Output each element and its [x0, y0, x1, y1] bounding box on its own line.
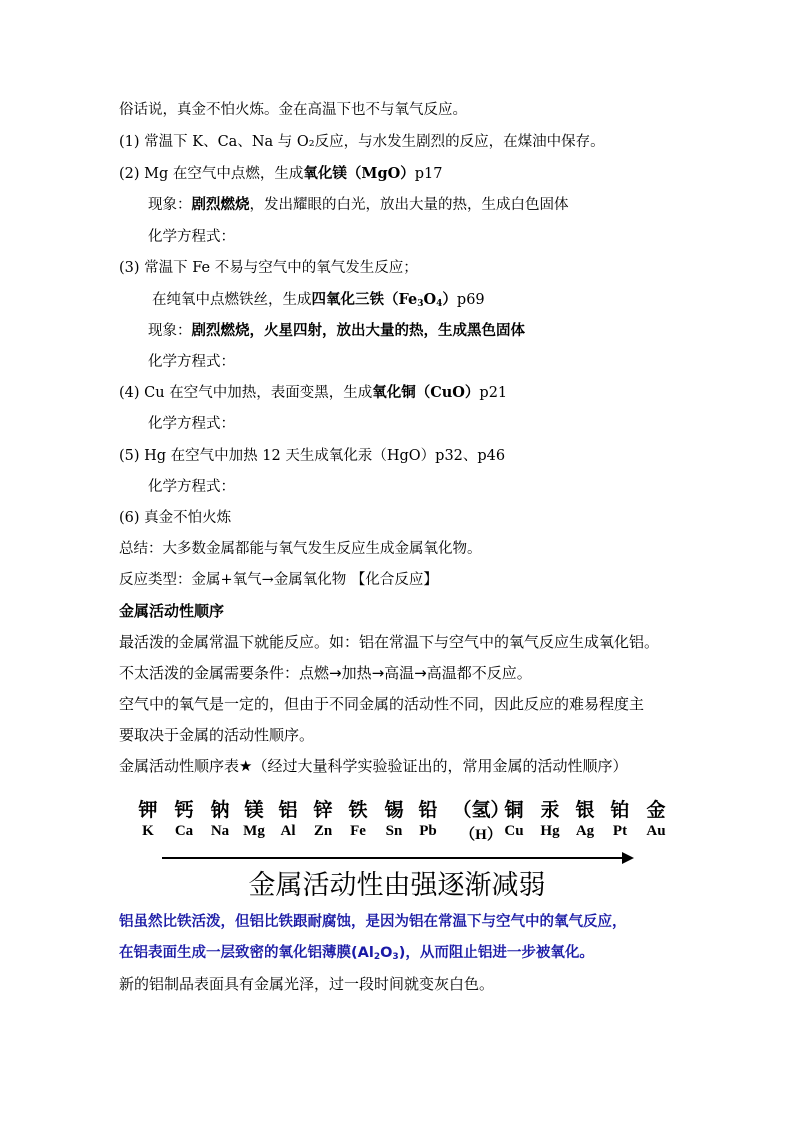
- paragraph-1: 最活泼的金属常温下就能反应。如：铝在常温下与空气中的氧气反应生成氧化铝。: [119, 633, 660, 651]
- item-3-product-sub2: 4: [436, 299, 443, 309]
- item-2-prefix: (2) Mg 在空气中点燃，生成: [119, 166, 304, 182]
- item-4-prefix: (4) Cu 在空气中加热，表面变黑，生成: [119, 385, 373, 401]
- paragraph-3a: 空气中的氧气是一定的，但由于不同金属的活动性不同，因此反应的难易程度主: [119, 695, 645, 713]
- final-text: 新的铝制品表面具有金属光泽，过一段时间就变灰白色。: [119, 975, 495, 993]
- metal-cn-hg: 汞: [540, 799, 560, 821]
- item-4-product: 氧化铜（CuO）: [372, 384, 480, 401]
- metal-cn-pb: 铅: [418, 799, 438, 821]
- metal-sym-al: Al: [280, 823, 296, 839]
- metal-sym-na: Na: [210, 823, 230, 839]
- metal-sym-ca: Ca: [174, 823, 194, 839]
- metal-sym-k: K: [142, 823, 154, 839]
- intro-text: 俗话说，真金不怕火炼。金在高温下也不与氧气反应。: [119, 102, 467, 118]
- metal-sym-zn: Zn: [313, 823, 333, 839]
- summary-text: 总结：大多数金属都能与氧气发生反应生成金属氧化物。: [119, 541, 482, 557]
- item-6: (6) 真金不怕火炼: [119, 510, 232, 526]
- metal-cn-zn: 锌: [313, 799, 333, 821]
- item-2-phenomenon-bold: 剧烈燃烧: [191, 196, 250, 213]
- item-3-page: p69: [456, 292, 485, 308]
- metal-cn-au: 金: [646, 799, 666, 821]
- metal-sym-pt: Pt: [612, 823, 628, 839]
- metal-cn-fe: 铁: [348, 799, 368, 821]
- item-2-product: 氧化镁（MgO）: [303, 165, 415, 182]
- item-2-phenomenon: [148, 195, 569, 215]
- aluminum-note-2: [119, 943, 594, 967]
- metal-cn-h: （氢）: [452, 799, 510, 821]
- metal-cn-sn: 锡: [384, 799, 404, 821]
- item-2-phenomenon-label: 现象：: [148, 197, 192, 213]
- aluminum-note-1: 铝虽然比铁活泼，但铝比铁跟耐腐蚀，是因为铝在常温下与空气中的氧气反应，: [119, 914, 627, 930]
- metal-cn-ca: 钙: [174, 799, 194, 821]
- item-3-product-b: O: [423, 291, 437, 308]
- item-5: (5) Hg 在空气中加热 12 天生成氧化汞（HgO）p32、p46: [119, 448, 506, 464]
- metal-cn-cu: 铜: [504, 799, 524, 821]
- paragraph-3b: 要取决于金属的活动性顺序。: [119, 726, 315, 744]
- item-3-product-sub1: 3: [417, 299, 424, 309]
- metal-sym-h: （H）: [460, 827, 502, 843]
- metal-sym-hg: Hg: [540, 823, 560, 839]
- item-2: [119, 164, 442, 184]
- paragraph-2: 不太活泼的金属需要条件：点燃→加热→高温→高温都不反应。: [119, 664, 532, 682]
- aluminum-note-2-prefix: 在铝表面生成一层致密的氧化铝薄膜(Al: [119, 945, 374, 961]
- reaction-type-text: 反应类型：金属+氧气→金属氧化物 【化合反应】: [119, 572, 438, 588]
- metal-sym-fe: Fe: [350, 823, 366, 839]
- aluminum-note-2-mid: O: [380, 945, 393, 961]
- metal-sym-cu: Cu: [504, 823, 524, 839]
- section-title: 金属活动性顺序: [119, 602, 225, 620]
- item-2-phenomenon-rest: ，发出耀眼的白光，放出大量的热，生成白色固体: [249, 197, 569, 213]
- item-2-equation: 化学方程式：: [148, 229, 235, 245]
- item-3-line-prefix: 在纯氧中点燃铁丝，生成: [152, 292, 312, 308]
- metal-cn-pt: 铂: [610, 799, 630, 821]
- item-3-phenomenon-bold: 剧烈燃烧，火星四射，放出大量的热，生成黑色固体: [191, 322, 525, 339]
- item-4-equation: 化学方程式：: [148, 416, 235, 432]
- aluminum-note-2-sub2: 3: [392, 952, 399, 962]
- item-3-phenomenon: [148, 321, 525, 341]
- item-4-page: p21: [479, 385, 508, 401]
- trend-caption: 金属活动性由强逐渐减弱: [248, 870, 546, 901]
- item-3-product: [312, 291, 457, 308]
- item-3-equation: 化学方程式：: [148, 354, 235, 370]
- metal-sym-ag: Ag: [575, 823, 595, 839]
- item-3-phenomenon-label: 现象：: [148, 323, 192, 339]
- metal-sym-mg: Mg: [243, 823, 265, 839]
- item-3-product-a: 四氧化三铁（Fe: [311, 291, 418, 308]
- item-5-equation: 化学方程式：: [148, 479, 235, 495]
- metal-sym-pb: Pb: [419, 823, 437, 839]
- item-3-product-c: ）: [442, 291, 457, 308]
- metal-cn-na: 钠: [210, 799, 230, 821]
- metal-cn-al: 铝: [278, 799, 298, 821]
- metal-sym-sn: Sn: [385, 823, 403, 839]
- metal-cn-ag: 银: [575, 799, 595, 821]
- aluminum-note-2-sub1: 2: [373, 952, 381, 962]
- item-4: [119, 383, 507, 403]
- item-2-page: p17: [414, 166, 443, 182]
- metal-sym-au: Au: [646, 823, 666, 839]
- item-1: (1) 常温下 K、Ca、Na 与 O₂反应，与水发生剧烈的反应，在煤油中保存。: [119, 134, 605, 150]
- metal-cn-k: 钾: [138, 799, 158, 821]
- aluminum-note-2-end: )，从而阻止铝进一步被氧化。: [398, 945, 594, 961]
- metal-cn-mg: 镁: [244, 799, 264, 821]
- item-3-line: [152, 290, 485, 314]
- activity-table-title: 金属活动性顺序表★（经过大量科学实验验证出的，常用金属的活动性顺序）: [119, 757, 628, 775]
- item-3-title: (3) 常温下 Fe 不易与空气中的氧气发生反应；: [119, 260, 418, 276]
- trend-arrow-line: [162, 857, 629, 859]
